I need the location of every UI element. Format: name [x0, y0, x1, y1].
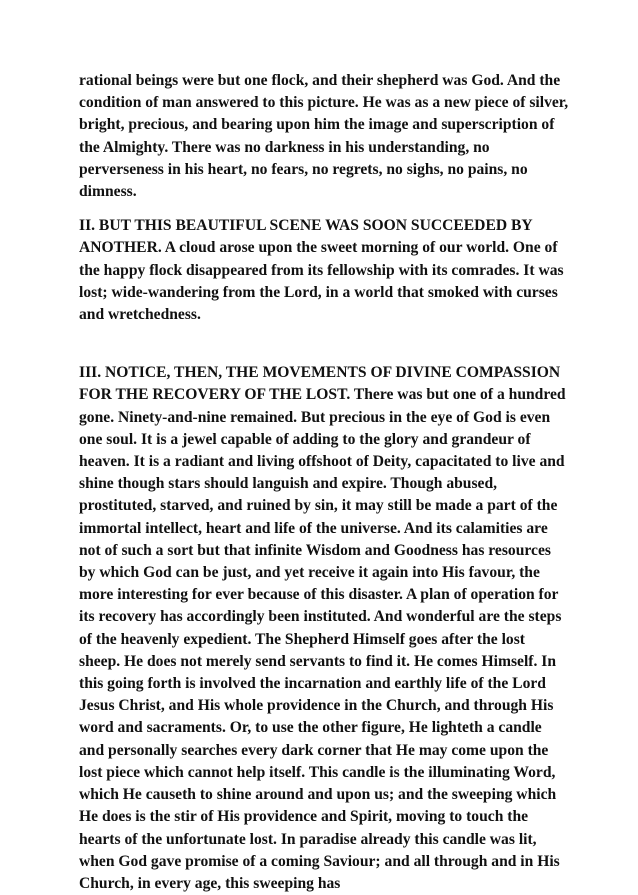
document-page — [79, 70, 569, 895]
paragraph-innocence: rational beings were but one flock, and their shepherd was God. And the condition of man answered to this picture. He was as a new piece of silver, bright, precious, and bearing upon him the image and superscription of the Almighty. There was no darkness in his understanding, no perverseness in his heart, no fears, no regrets, no sighs, no pains, no dimness. — [79, 72, 569, 201]
paragraph-section-iii: III. NOTICE, THEN, THE MOVEMENTS OF DIVINE COMPASSION FOR THE RECOVERY OF THE LOST. There was but one of a hundred gone. Ninety-and-nine remained. But precious in the eye of God is even one soul. It is a jewel capable of adding to the glory and grandeur of heaven. It is a radiant and living offshoot of Deity, capacitated to live and shine though stars should languish and expire. Though abused, prostituted, starved, and ruined by sin, it may still be made a part of the immortal intellect, heart and life of the universe. And its calamities are not of such a sort but that infinite Wisdom and Goodness has resources by which God can be just, and yet receive it again into His favour, the more interesting for ever because of this disaster. A plan of operation for its recovery has accordingly been instituted. And wonderful are the steps of the heavenly expedient. The Shepherd Himself goes after the lost sheep. He does not merely send servants to find it. He comes Himself. In this going forth is involved the incarnation and earthly life of the Lord Jesus Christ, and His whole providence in the Church, and through His word and sacraments. Or, to use the other figure, He lighteth a candle and personally searches every dark corner that He may come upon the lost piece which cannot help itself. This candle is the illuminating Word, which He causeth to shine around and upon us; and the sweeping which He does is the stir of His providence and Spirit, moving to touch the hearts of the unfortunate lost. In paradise already this candle was lit, when God gave promise of a coming Saviour; and all through and in His Church, in every age, this sweeping has — [79, 364, 566, 892]
paragraph-section-ii: II. BUT THIS BEAUTIFUL SCENE WAS SOON SUCCEEDED BY ANOTHER. A cloud arose upon the sweet morning of our world. One of the happy flock disappeared from its fellowship with its comrades. It was lost; wide-wandering from the Lord, in a world that smoked with curses and wretchedness. — [79, 217, 564, 324]
